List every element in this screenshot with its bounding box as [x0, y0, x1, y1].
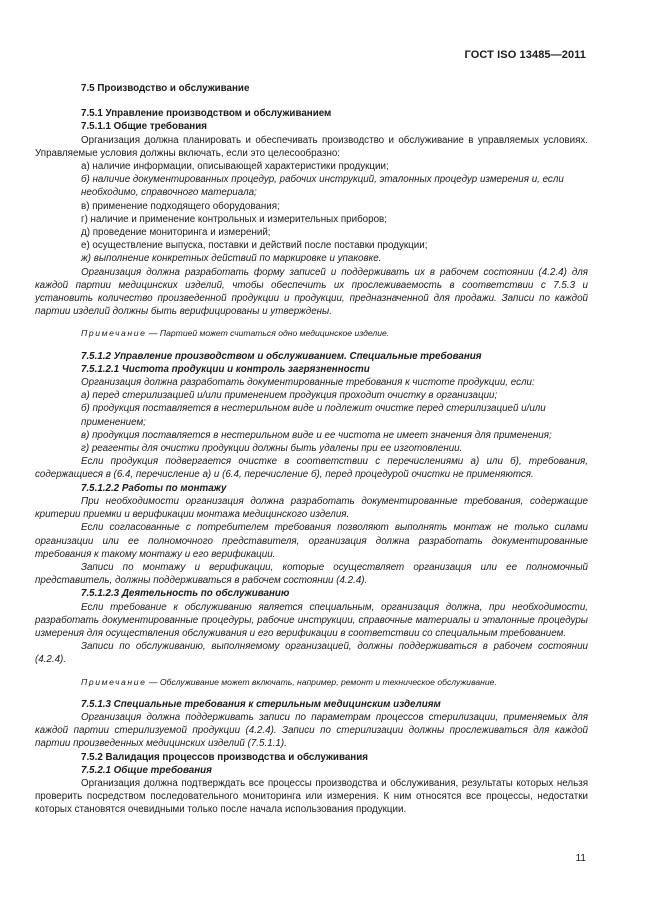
list-item: а) перед стерилизацией и/или применением продукция проходит очистку в организации; — [81, 390, 498, 402]
list-item: ж) выполнение конкретных действий по маркировке и упаковке. — [81, 253, 382, 265]
list-item: б) наличие документированных процедур, рабочих инструкций, эталонных процедур измерения и, если необходимо, справочного материала; — [81, 174, 564, 199]
section-7-5-1-2-3-title: 7.5.1.2.3 Деятельность по обслуживанию — [81, 588, 290, 600]
list-item: г) наличие и применение контрольных и измерительных приборов; — [81, 213, 387, 225]
paragraph: Организация должна разработать форму записей и поддерживать их в рабочем состоянии (4.2.4) для каждой партии медицинских изделий, чтобы обеспечить их прослеживаемость в соответствии с 7.5.3 и установить количество произведенной продукции и продукции, предназначенной для продажи. Записи по каждой партии изделий должны быть верифицированы и утверждены. — [35, 266, 588, 318]
list-item: б) продукция поставляется в нестерильном виде и подлежит очистке перед стерилизацией и/или применением; — [81, 403, 546, 428]
section-7-5-1-3-title: 7.5.1.3 Специальные требования к стерильным медицинским изделиям — [81, 698, 441, 710]
paragraph: Если продукция подвергается очистке в соответствии с перечислениями а) или б), требования, содержащиеся в (6.4, перечисление а) и (6.4, перечисление б), перед процедурой очистки не применяются. — [35, 456, 588, 481]
paragraph: Если согласованные с потребителем требования позволяют выполнять монтаж не только силами организации или ее полномочного представителя, организация должна разработать документированные требования к такому монтажу и его верификации. — [35, 522, 588, 560]
list-item: е) осуществление выпуска, поставки и действий после поставки продукции; — [81, 240, 428, 252]
note — [35, 676, 588, 689]
document-header: ГОСТ ISO 13485—2011 — [464, 49, 586, 61]
page-number: 11 — [575, 853, 586, 864]
section-7-5-title: 7.5 Производство и обслуживание — [81, 83, 250, 94]
section-7-5-2-title: 7.5.2 Валидация процессов производства и обслуживания — [81, 751, 368, 763]
paragraph: Записи по обслуживанию, выполняемому организацией, должны поддерживаться в рабочем состоянии (4.2.4). — [35, 641, 588, 666]
paragraph: При необходимости организация должна разработать документированные требования, содержащие критерии приемки и верификации монтажа медицинского изделия. — [35, 495, 588, 521]
note-text: — Обслуживание может включать, например, ремонт и техническое обслуживание. — [146, 676, 497, 687]
note — [35, 327, 588, 340]
section-7-5-1-2-1-title: 7.5.1.2.1 Чистота продукции и контроль загрязненности — [81, 363, 370, 375]
note-label: Примечание — [81, 676, 147, 687]
section-7-5-1-2-2-title: 7.5.1.2.2 Работы по монтажу — [81, 482, 227, 494]
section-7-5-1-1-title: 7.5.1.1 Общие требования — [81, 121, 207, 133]
list-item: в) применение подходящего оборудования; — [81, 200, 280, 212]
section-7-5-2-1-title: 7.5.2.1 Общие требования — [81, 764, 212, 776]
list-item: д) проведение мониторинга и измерений; — [81, 227, 271, 239]
document-body — [35, 82, 588, 817]
paragraph: Организация должна поддерживать записи по параметрам процессов стерилизации, применяемых для каждой партии стерилизуемой продукции (4.2.4). Записи по стерилизации должны прослеживаться для каждой партии произведенных медицинских изделий (7.5.1.1). — [35, 711, 588, 750]
paragraph: Организация должна разработать документированные требования к чистоте продукции, если: — [81, 377, 535, 389]
paragraph: Организация должна планировать и обеспечивать производство и обслуживание в управляемых условиях. Управляемые условия должны включать, если это целесообразно: — [35, 134, 588, 159]
section-7-5-1-title: 7.5.1 Управление производством и обслуживанием — [81, 108, 332, 120]
list-item: а) наличие информации, описывающей характеристики продукции; — [81, 161, 389, 173]
note-text: — Партией может считаться одно медицинское изделие. — [146, 328, 390, 339]
list-item: в) продукция поставляется в нестерильном виде и ее чистота не имеет значения для применения; — [81, 429, 552, 441]
note-label: Примечание — [81, 328, 147, 339]
paragraph: Если требование к обслуживанию является специальным, организация должна, при необходимости, разработать документированные процедуры, рабочие инструкции, справочные материалы и эталонные процедуры измерения для осуществления обслуживания и его верификации в соответствии со специальным требованием. — [35, 601, 588, 639]
paragraph: Организация должна подтверждать все процессы производства и обслуживания, результаты которых нельзя проверить посредством последовательного мониторинга или измерения. К ним относятся все процессы, недостатки которых становятся очевидными только после начала использования продукции. — [35, 777, 588, 816]
section-7-5-1-2-title: 7.5.1.2 Управление производством и обслуживанием. Специальные требования — [81, 350, 482, 362]
list-item: г) реагенты для очистки продукции должны быть удалены при ее изготовлении. — [81, 443, 463, 455]
paragraph: Записи по монтажу и верификации, которые осуществляет организация или ее полномочный представитель, должны поддерживаться в рабочем состоянии (4.2.4). — [35, 561, 588, 587]
